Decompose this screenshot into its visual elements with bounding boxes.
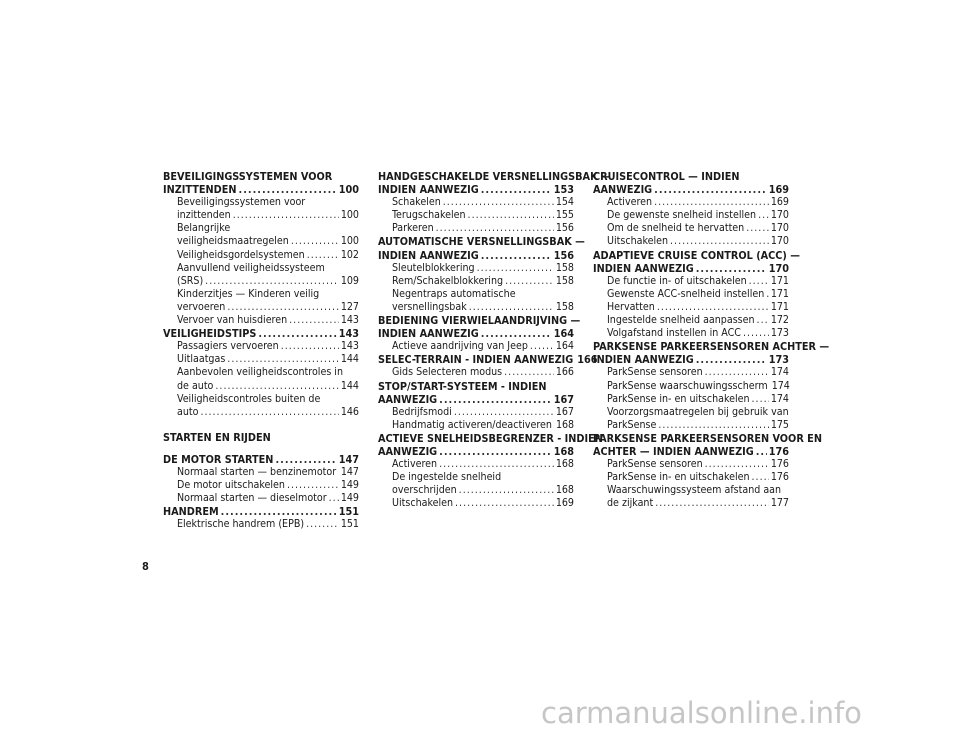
toc-column-3 bbox=[593, 170, 830, 510]
toc-entry[interactable]: Normaal starten — dieselmotor ..... 149 bbox=[163, 492, 359, 505]
toc-entry[interactable]: ParkSense sensoren ..... 176 bbox=[593, 458, 789, 471]
toc-heading[interactable]: INDIEN AANWEZIG ..... 164 bbox=[378, 327, 574, 340]
page-ref: 146 bbox=[340, 405, 359, 418]
toc-heading[interactable]: INDIEN AANWEZIG ..... 153 bbox=[378, 183, 574, 196]
page-ref: 174 bbox=[771, 379, 790, 392]
toc-entry[interactable]: Negentraps automatische versnellingsbak ..... 158 bbox=[378, 288, 574, 314]
toc-entry[interactable]: Bedrijfsmodi ..... 167 bbox=[378, 406, 574, 419]
toc-entry[interactable]: Uitschakelen ..... 169 bbox=[378, 497, 574, 510]
page-ref: 176 bbox=[770, 471, 789, 484]
toc-heading-line: BEVEILIGINGSSYSTEMEN VOOR bbox=[163, 170, 333, 183]
page-ref: 174 bbox=[770, 392, 789, 405]
toc-heading-line: PARKSENSE PARKEERSENSOREN ACHTER — bbox=[593, 340, 830, 354]
page-ref: 158 bbox=[555, 274, 574, 287]
toc-entry[interactable]: Veiligheidsgordelsystemen ..... 102 bbox=[163, 249, 359, 262]
page-ref: 170 bbox=[768, 261, 789, 275]
page-ref: 168 bbox=[553, 444, 574, 458]
page-ref: 100 bbox=[338, 183, 359, 197]
toc-entry[interactable]: De functie in- of uitschakelen ..... 171 bbox=[593, 275, 789, 288]
page-ref: 169 bbox=[768, 183, 789, 197]
toc-entry[interactable]: Parkeren ..... 156 bbox=[378, 222, 574, 235]
toc-column-2 bbox=[378, 170, 611, 510]
toc-entry[interactable]: Vervoer van huisdieren ..... 143 bbox=[163, 314, 359, 327]
page-ref: 147 bbox=[338, 452, 359, 466]
page-ref: 156 bbox=[555, 222, 574, 235]
toc-entry[interactable]: Kinderzitjes — Kinderen veilig vervoeren ..... 127 bbox=[163, 288, 359, 314]
page-ref: 149 bbox=[340, 479, 359, 492]
page-ref: 177 bbox=[770, 497, 789, 510]
page-ref: 158 bbox=[555, 300, 574, 313]
page-ref: 173 bbox=[768, 353, 789, 367]
toc-heading[interactable]: DE MOTOR STARTEN ..... 147 bbox=[163, 453, 359, 466]
page-ref: 155 bbox=[555, 209, 574, 222]
page-ref: 173 bbox=[770, 327, 789, 340]
toc-entry[interactable]: Activeren ..... 168 bbox=[378, 458, 574, 471]
toc-entry[interactable]: Gewenste ACC-snelheid instellen ..... 171 bbox=[593, 288, 789, 301]
page-ref: 166 bbox=[555, 366, 574, 379]
page-ref: 144 bbox=[340, 353, 359, 366]
toc-entry[interactable]: Aanvullend veiligheidssysteem (SRS) ..... 109 bbox=[163, 262, 359, 288]
page-ref: 144 bbox=[340, 379, 359, 392]
page-ref: 169 bbox=[770, 196, 789, 209]
toc-entry[interactable]: Ingestelde snelheid aanpassen ..... 172 bbox=[593, 314, 789, 327]
toc-heading-line: CRUISECONTROL — INDIEN bbox=[593, 170, 740, 183]
toc-heading-line: BEDIENING VIERWIELAANDRIJVING — bbox=[378, 314, 581, 328]
toc-entry[interactable]: Sleutelblokkering ..... 158 bbox=[378, 262, 574, 275]
page-ref: 151 bbox=[338, 505, 359, 519]
toc-entry[interactable]: Waarschuwingssysteem afstand aan de zijkant ..... 177 bbox=[593, 484, 789, 510]
toc-heading-line: PARKSENSE PARKEERSENSOREN VOOR EN bbox=[593, 431, 822, 445]
page-ref: 151 bbox=[340, 518, 359, 531]
toc-entry[interactable]: Uitschakelen ..... 170 bbox=[593, 235, 789, 248]
page-ref: 100 bbox=[340, 235, 359, 248]
page-ref: 169 bbox=[555, 497, 574, 510]
toc-entry[interactable]: Om de snelheid te hervatten ..... 170 bbox=[593, 222, 789, 235]
page-ref: 167 bbox=[553, 392, 574, 406]
toc-entry[interactable]: Belangrijke veiligheidsmaatregelen ..... 100 bbox=[163, 222, 359, 248]
page-ref: 147 bbox=[340, 465, 359, 478]
toc-heading[interactable]: ACHTER — INDIEN AANWEZIG ..... 176 bbox=[593, 445, 789, 458]
page-ref: 154 bbox=[555, 196, 574, 209]
page-ref: 109 bbox=[340, 274, 359, 287]
page-ref: 170 bbox=[770, 209, 789, 222]
page-ref: 102 bbox=[340, 248, 359, 261]
page-ref: 171 bbox=[770, 274, 789, 287]
page-number: 8 bbox=[142, 560, 149, 573]
toc-entry[interactable]: Handmatig activeren/deactiveren 168 bbox=[392, 418, 575, 431]
toc-entry[interactable]: ParkSense in- en uitschakelen ..... 174 bbox=[593, 393, 789, 406]
toc-entry[interactable]: Activeren ..... 169 bbox=[593, 196, 789, 209]
toc-entry[interactable]: ParkSense waarschuwingsscherm 174 bbox=[607, 379, 790, 392]
toc-entry[interactable]: Volgafstand instellen in ACC ..... 173 bbox=[593, 327, 789, 340]
toc-entry[interactable]: De ingestelde snelheid overschrijden ..... 168 bbox=[378, 471, 574, 497]
page-ref: 174 bbox=[770, 366, 789, 379]
page-ref: 168 bbox=[555, 458, 574, 471]
page-ref: 171 bbox=[770, 287, 789, 300]
toc-heading-line: STOP/START-SYSTEEM - INDIEN bbox=[378, 379, 547, 393]
toc-entry[interactable]: Gids Selecteren modus ..... 166 bbox=[378, 366, 574, 379]
toc-entry[interactable]: De gewenste snelheid instellen ..... 170 bbox=[593, 209, 789, 222]
page-ref: 166 bbox=[577, 353, 598, 367]
page-ref: 127 bbox=[340, 300, 359, 313]
toc-entry[interactable]: ParkSense sensoren ..... 174 bbox=[593, 366, 789, 379]
toc-entry[interactable]: Actieve aandrijving van Jeep ..... 164 bbox=[378, 340, 574, 353]
toc-heading[interactable]: INDIEN AANWEZIG ..... 173 bbox=[593, 353, 789, 366]
toc-entry[interactable]: Schakelen ..... 154 bbox=[378, 196, 574, 209]
page-ref: 100 bbox=[340, 209, 359, 222]
toc-heading[interactable]: INDIEN AANWEZIG ..... 156 bbox=[378, 249, 574, 262]
page-ref: 170 bbox=[770, 235, 789, 248]
page-ref: 158 bbox=[555, 261, 574, 274]
toc-heading-line: HANDGESCHAKELDE VERSNELLINGSBAK — bbox=[378, 170, 611, 183]
page-ref: 168 bbox=[555, 484, 574, 497]
toc-heading-line: ACTIEVE SNELHEIDSBEGRENZER - INDIEN bbox=[378, 431, 603, 445]
toc-entry[interactable]: Hervatten ..... 171 bbox=[593, 301, 789, 314]
page-ref: 153 bbox=[553, 183, 574, 197]
toc-heading[interactable]: AANWEZIG ..... 167 bbox=[378, 393, 574, 406]
page-ref: 143 bbox=[338, 327, 359, 341]
toc-heading[interactable]: INDIEN AANWEZIG ..... 170 bbox=[593, 262, 789, 275]
page-ref: 175 bbox=[770, 418, 789, 431]
page-ref: 176 bbox=[770, 458, 789, 471]
toc-entry[interactable]: Terugschakelen ..... 155 bbox=[378, 209, 574, 222]
section-title: STARTEN EN RIJDEN bbox=[163, 430, 271, 444]
toc-entry[interactable]: Normaal starten — benzinemotor ..... 147 bbox=[163, 466, 359, 479]
toc-heading[interactable]: AANWEZIG ..... 169 bbox=[593, 183, 789, 196]
toc-heading[interactable]: AANWEZIG ..... 168 bbox=[378, 445, 574, 458]
toc-column-1 bbox=[163, 170, 359, 531]
toc-entry[interactable]: De motor uitschakelen ..... 149 bbox=[163, 479, 359, 492]
page-ref: 176 bbox=[768, 444, 789, 458]
page-ref: 168 bbox=[555, 418, 575, 431]
toc-entry[interactable]: ParkSense in- en uitschakelen ..... 176 bbox=[593, 471, 789, 484]
toc-entry[interactable]: Aanbevolen veiligheidscontroles in de auto ..... 144 bbox=[163, 366, 359, 392]
page-ref: 167 bbox=[555, 405, 574, 418]
toc-entry[interactable]: Elektrische handrem (EPB) ..... 151 bbox=[163, 518, 359, 531]
page-ref: 172 bbox=[770, 314, 789, 327]
toc-entry[interactable]: Voorzorgsmaatregelen bij gebruik van ParkSense ..... 175 bbox=[593, 406, 789, 432]
toc-entry[interactable]: Rem/Schakelblokkering ..... 158 bbox=[378, 275, 574, 288]
toc-entry[interactable]: Passagiers vervoeren ..... 143 bbox=[163, 340, 359, 353]
page-ref: 143 bbox=[340, 314, 359, 327]
page-ref: 164 bbox=[553, 327, 574, 341]
toc-heading[interactable]: SELEC-TERRAIN - INDIEN AANWEZIG 166 bbox=[378, 353, 598, 367]
toc-heading[interactable]: INZITTENDEN ..... 100 bbox=[163, 183, 359, 196]
page-ref: 156 bbox=[553, 248, 574, 262]
page-ref: 171 bbox=[770, 300, 789, 313]
toc-heading[interactable]: HANDREM ..... 151 bbox=[163, 505, 359, 518]
toc-heading[interactable]: VEILIGHEIDSTIPS ..... 143 bbox=[163, 327, 359, 340]
toc-entry[interactable]: Uitlaatgas ..... 144 bbox=[163, 353, 359, 366]
page-ref: 149 bbox=[340, 492, 359, 505]
toc-entry[interactable]: Beveiligingssystemen voor inzittenden ..... 100 bbox=[163, 196, 359, 222]
page-ref: 143 bbox=[340, 340, 359, 353]
toc-heading-line: ADAPTIEVE CRUISE CONTROL (ACC) — bbox=[593, 248, 800, 262]
watermark: carmanualsonline.info bbox=[541, 696, 862, 730]
toc-entry[interactable]: Veiligheidscontroles buiten de auto ..... 146 bbox=[163, 393, 359, 419]
page-ref: 164 bbox=[555, 340, 574, 353]
page-ref: 170 bbox=[770, 222, 789, 235]
toc-heading-line: AUTOMATISCHE VERSNELLINGSBAK — bbox=[378, 235, 585, 249]
